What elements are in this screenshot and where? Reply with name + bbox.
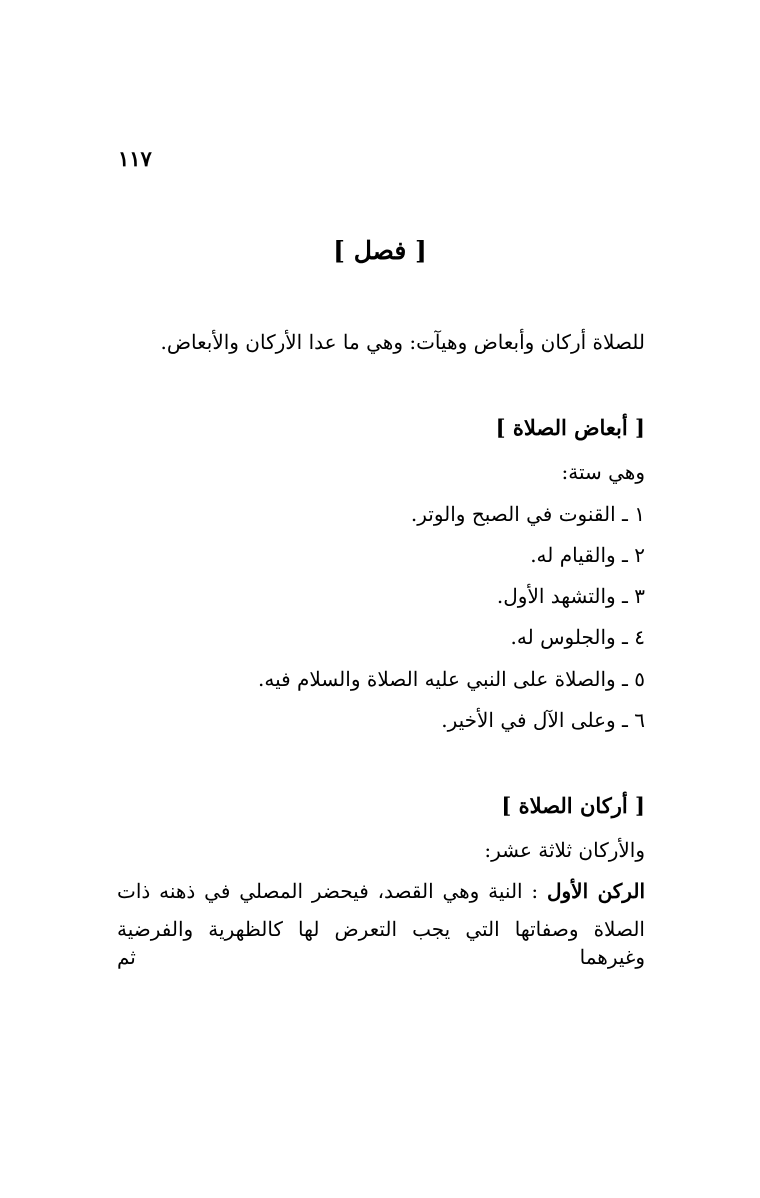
section-title: [ فصل ] <box>333 236 427 265</box>
abaad-lead: وهي ستة: <box>561 460 645 484</box>
arkan-heading: [ أركان الصلاة ] <box>501 793 645 818</box>
abaad-item-2: ٢ ـ والقيام له. <box>530 543 645 567</box>
page-number: ١١٧ <box>118 146 152 171</box>
abaad-heading: [ أبعاض الصلاة ] <box>495 415 645 440</box>
abaad-item-3: ٣ ـ والتشهد الأول. <box>496 584 645 608</box>
abaad-item-1: ١ ـ القنوت في الصبح والوتر. <box>410 502 645 526</box>
arkan-lead: والأركان ثلاثة عشر: <box>484 838 645 862</box>
abaad-item-6: ٦ ـ وعلى الآل في الأخير. <box>441 708 645 732</box>
first-pillar-text: : النية وهي القصد، فيحضر المصلي في ذهنه ذات <box>117 879 547 903</box>
abaad-item-4: ٤ ـ والجلوس له. <box>510 625 645 649</box>
intro-paragraph: للصلاة أركان وأبعاض وهيآت: وهي ما عدا الأركان والأبعاض. <box>160 330 645 354</box>
first-pillar-label: الركن الأول <box>546 879 645 903</box>
arkan-paragraph-line-1 <box>117 877 645 905</box>
arkan-paragraph-line-2: الصلاة وصفاتها التي يجب التعرض لها كالظهرية والفرضية وغيرهما ثم <box>117 917 645 969</box>
abaad-item-5: ٥ ـ والصلاة على النبي عليه الصلاة والسلام فيه. <box>257 667 645 691</box>
